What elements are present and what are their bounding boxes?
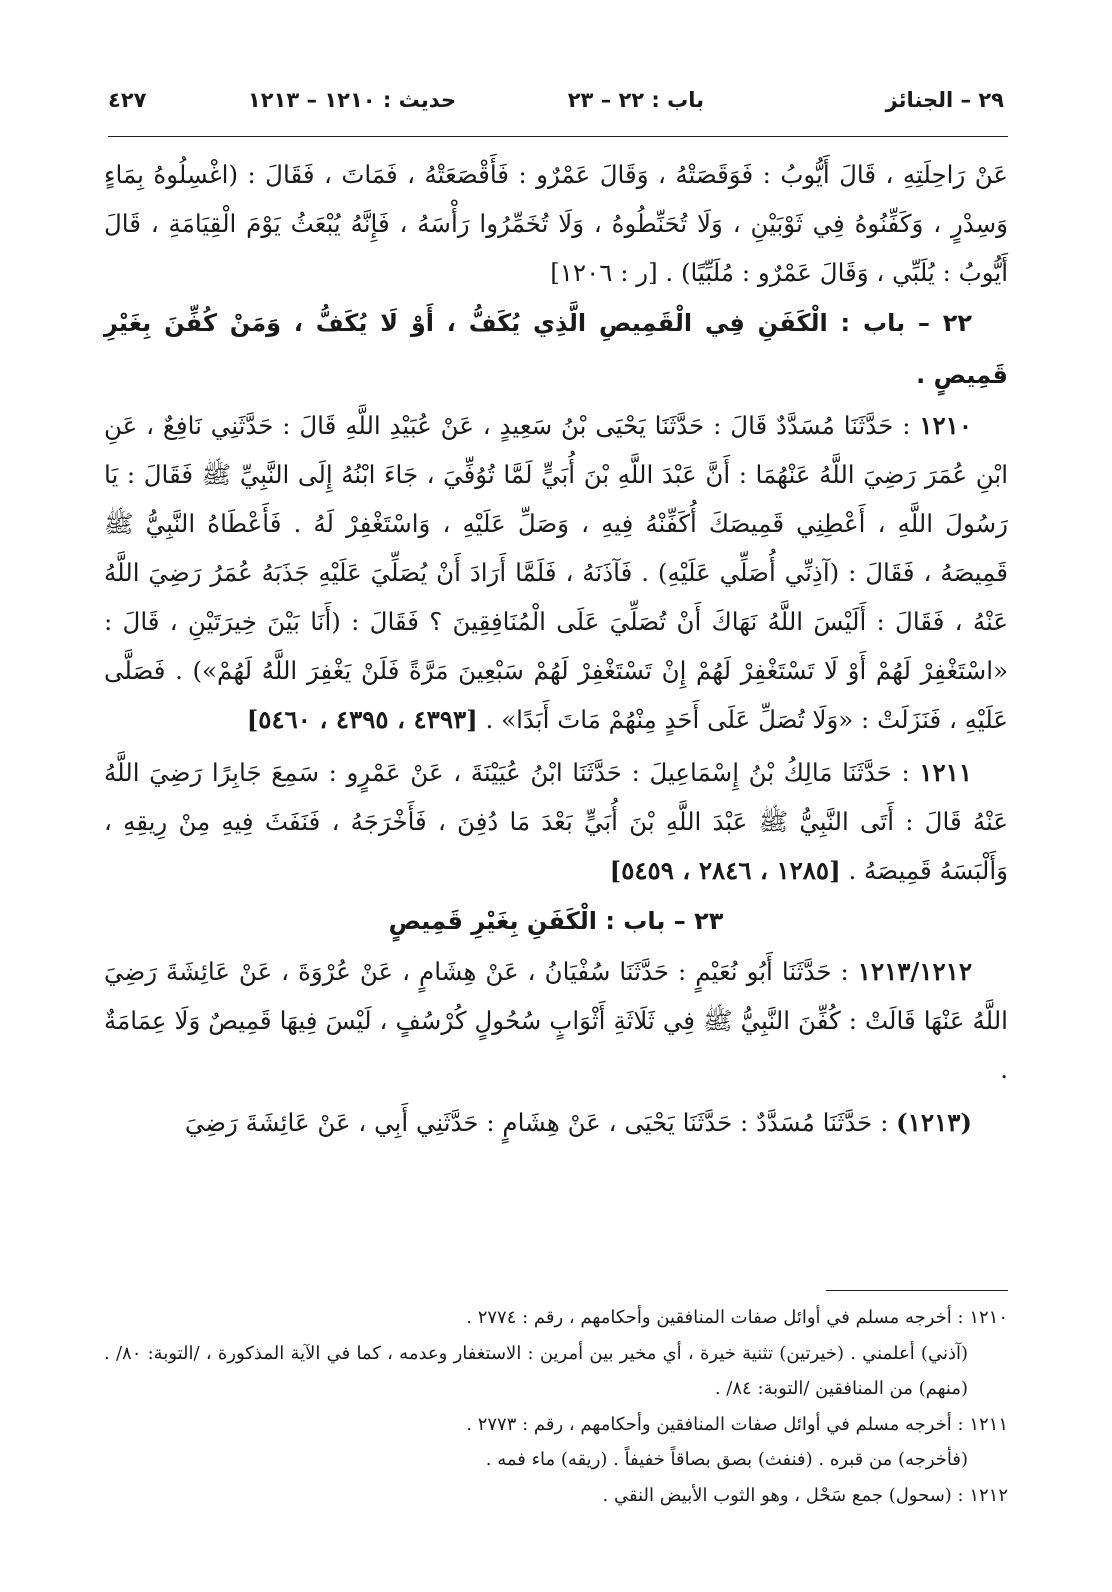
running-header [108,84,1004,120]
book-title: ٢٩ – الجنائز [885,88,1004,112]
chapter-heading-23: ٢٣ – باب : الْكَفَنِ بِغَيْرِ قَمِيصٍ [388,907,724,935]
hadith-1212 [104,947,1008,1094]
hadith-number: ١٢١١ [919,758,972,787]
cross-references: [١٢٨٥ ، ٢٨٤٦ ، ٥٤٥٩] [609,856,841,885]
footnote: (فأخرجه) من قبره . (فنفث) بصق بصاقاً خفيفاً . (ريقه) ماء فمه . [485,1449,968,1470]
main-text [104,150,1008,1147]
hadith-number: ١٢١٠ [919,411,972,440]
hadith-1210 [104,401,1008,744]
footnote: ١٢١١ : أخرجه مسلم في أوائل صفات المنافقين وأحكامهم ، رقم : ٢٧٧٣ . [466,1413,1008,1435]
cross-references: [٤٣٩٣ ، ٤٣٩٥ ، ٥٤٦٠] [246,705,478,734]
hadith-1213 [104,1098,1008,1147]
continuation-paragraph: عَنْ رَاحِلَتِهِ ، قَالَ أَيُّوبُ : فَوَقَصَتْهُ ، وَقَالَ عَمْرٌو : فَأَقْصَعَتْهُ ، فَمَاتَ ، فَقَالَ : (اغْسِلُوهُ بِمَاءٍ وَسِدْرٍ ، وَكَفِّنُوهُ فِي ثَوْبَيْنِ ، وَلَا تُحَنِّطُوهُ ، وَلَا تُخَمِّرُوا رَأْسَهُ ، فَإِنَّهُ يُبْعَثُ يَوْمَ الْقِيَامَةِ ، قَالَ أَيُّوبُ : يُلَبِّي ، وَقَالَ عَمْرٌو : مُلَبِّيًا) . [ر : ١٢٠٦] [104,160,1008,287]
footnote-divider [826,1290,1008,1291]
chapter-heading-22: ٢٢ – باب : الْكَفَنِ فِي الْقَمِيصِ الَّذِي يُكَفُّ ، أَوْ لَا يُكَفُّ ، وَمَنْ كُفِّنَ بِغَيْرِ قَمِيصٍ . [104,309,1008,389]
hadith-text: : حَدَّثَنَا أَبُو نُعَيْمٍ : حَدَّثَنَا سُفْيَانُ ، عَنْ هِشَامٍ ، عَنْ عُرْوَةَ ، عَنْ عَائِشَةَ رَضِيَ اللَّهُ عَنْهَا قَالَتْ : كُفِّنَ النَّبِيُّ ﷺ فِي ثَلَاثَةِ أَثْوَابٍ سُحُولٍ كُرْسُفٍ ، لَيْسَ فِيهَا قَمِيصٌ وَلَا عِمَامَةٌ . [104,957,1008,1084]
footnote: (آذني) أعلمني . (خيرتين) تثنية خيرة ، أي مخير بين أمرين : الاستغفار وعدمه ، كما في الآية المذكورة ، /التوبة: ٨٠/ . (منهم) من المنافقين /التوبة: ٨٤/ . [104,1342,969,1399]
chapter-range: باب : ٢٢ – ٢٣ [567,88,704,112]
hadith-number: ١٢١٣/١٢١٢ [857,957,973,986]
hadith-text: : حَدَّثَنَا مُسَدَّدٌ قَالَ : حَدَّثَنَا يَحْيَى بْنُ سَعِيدٍ ، عَنْ عُبَيْدِ اللَّهِ قَالَ : حَدَّثَنِي نَافِعٌ ، عَنِ ابْنِ عُمَرَ رَضِيَ اللَّهُ عَنْهُمَا : أَنَّ عَبْدَ اللَّهِ بْنَ أُبَيٍّ لَمَّا تُوُفِّيَ ، جَاءَ ابْنُهُ إِلَى النَّبِيِّ ﷺ فَقَالَ : يَا رَسُولَ اللَّهِ ، أَعْطِنِي قَمِيصَكَ أُكَفِّنْهُ فِيهِ ، وَصَلِّ عَلَيْهِ ، وَاسْتَغْفِرْ لَهُ . فَأَعْطَاهُ النَّبِيُّ ﷺ قَمِيصَهُ ، فَقَالَ : (آذِنِّي أُصَلِّي عَلَيْهِ) . فَآذَنَهُ ، فَلَمَّا أَرَادَ أَنْ يُصَلِّيَ عَلَيْهِ جَذَبَهُ عُمَرُ رَضِيَ اللَّهُ عَنْهُ ، فَقَالَ : أَلَيْسَ اللَّهُ نَهَاكَ أَنْ تُصَلِّيَ عَلَى الْمُنَافِقِينَ ؟ فَقَالَ : (أَنَا بَيْنَ خِيرَتَيْنِ ، قَالَ : «اسْتَغْفِرْ لَهُمْ أَوْ لَا تَسْتَغْفِرْ لَهُمْ إِنْ تَسْتَغْفِرْ لَهُمْ سَبْعِينَ مَرَّةً فَلَنْ يَغْفِرَ اللَّهُ لَهُمْ») . فَصَلَّى عَلَيْهِ ، فَنَزَلَتْ : «وَلَا تُصَلِّ عَلَى أَحَدٍ مِنْهُمْ مَاتَ أَبَدًا» . [104,411,1008,734]
footnote: ١٢١٠ : أخرجه مسلم في أوائل صفات المنافقين وأحكامهم ، رقم : ٢٧٧٤ . [466,1307,1008,1328]
footnote: ١٢١٢ : (سحول) جمع سَحْل ، وهو الثوب الأبيض النقي . [602,1484,1008,1506]
hadith-1211 [104,748,1008,895]
hadith-text: : حَدَّثَنَا مُسَدَّدٌ : حَدَّثَنَا يَحْيَى ، عَنْ هِشَامٍ : حَدَّثَنِي أَبِي ، عَنْ عَائِشَةَ رَضِيَ [184,1108,889,1137]
hadith-number: (١٢١٣) [896,1108,972,1137]
footnotes [104,1300,1008,1513]
hadith-text: : حَدَّثَنَا مَالِكُ بْنُ إِسْمَاعِيلَ : حَدَّثَنَا ابْنُ عُيَيْنَةَ ، عَنْ عَمْرٍو : سَمِعَ جَابِرًا رَضِيَ اللَّهُ عَنْهُ قَالَ : أَتَى النَّبِيُّ ﷺ عَبْدَ اللَّهِ بْنَ أُبَيٍّ بَعْدَ مَا دُفِنَ ، فَأَخْرَجَهُ ، فَنَفَثَ فِيهِ مِنْ رِيقِهِ ، وَأَلْبَسَهُ قَمِيصَهُ . [104,758,1008,885]
header-divider [108,136,1008,137]
page-number: ٤٢٧ [108,88,147,112]
hadith-range: حديث : ١٢١٠ – ١٢١٣ [247,88,456,112]
